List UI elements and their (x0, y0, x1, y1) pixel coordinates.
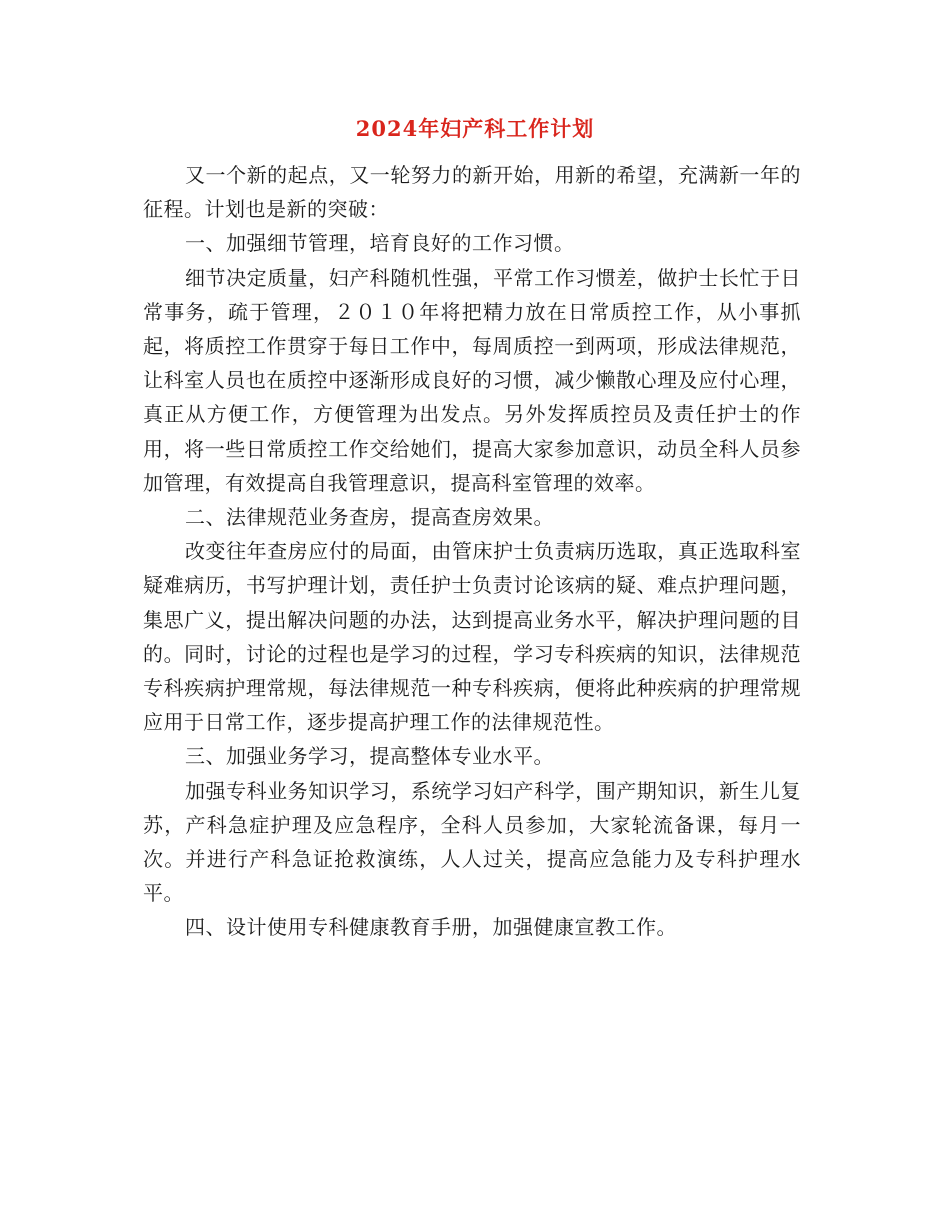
paragraph-section-3: 加强专科业务知识学习，系统学习妇产科学，围产期知识，新生儿复苏，产科急症护理及应急程序，全科人员参加，大家轮流备课，每月一次。并进行产科急证抢救演练，人人过关，提高应急能力及专科护理水平。 (143, 778, 801, 906)
document-title: 2024年妇产科工作计划 (355, 116, 595, 141)
paragraph-intro: 又一个新的起点，又一轮努力的新开始，用新的希望，充满新一年的征程。计划也是新的突破： (143, 163, 801, 222)
section-heading-4: 四、设计使用专科健康教育手册，加强健康宣教工作。 (185, 915, 677, 940)
section-heading-2: 二、法律规范业务查房，提高查房效果。 (185, 505, 554, 530)
paragraph-section-2: 改变往年查房应付的局面，由管床护士负责病历选取，真正选取科室疑难病历，书写护理计划，责任护士负责讨论该病的疑、难点护理问题，集思广义，提出解决问题的办法，达到提高业务水平，解决护理问题的目的。同时，讨论的过程也是学习的过程，学习专科疾病的知识，法律规范专科疾病护理常规，每法律规范一种专科疾病，便将此种疾病的护理常规应用于日常工作，逐步提高护理工作的法律规范性。 (143, 539, 801, 735)
section-heading-1: 一、加强细节管理，培育良好的工作习惯。 (185, 231, 575, 256)
section-heading-3: 三、加强业务学习，提高整体专业水平。 (185, 744, 554, 769)
paragraph-section-1: 细节决定质量，妇产科随机性强，平常工作习惯差，做护士长忙于日常事务，疏于管理，２０１０年将把精力放在日常质控工作，从小事抓起，将质控工作贯穿于每日工作中，每周质控一到两项，形成法律规范，让科室人员也在质控中逐渐形成良好的习惯，减少懒散心理及应付心理，真正从方便工作，方便管理为出发点。另外发挥质控员及责任护士的作用，将一些日常质控工作交给她们，提高大家参加意识，动员全科人员参加管理，有效提高自我管理意识，提高科室管理的效率。 (143, 265, 801, 495)
document-body (143, 158, 801, 945)
